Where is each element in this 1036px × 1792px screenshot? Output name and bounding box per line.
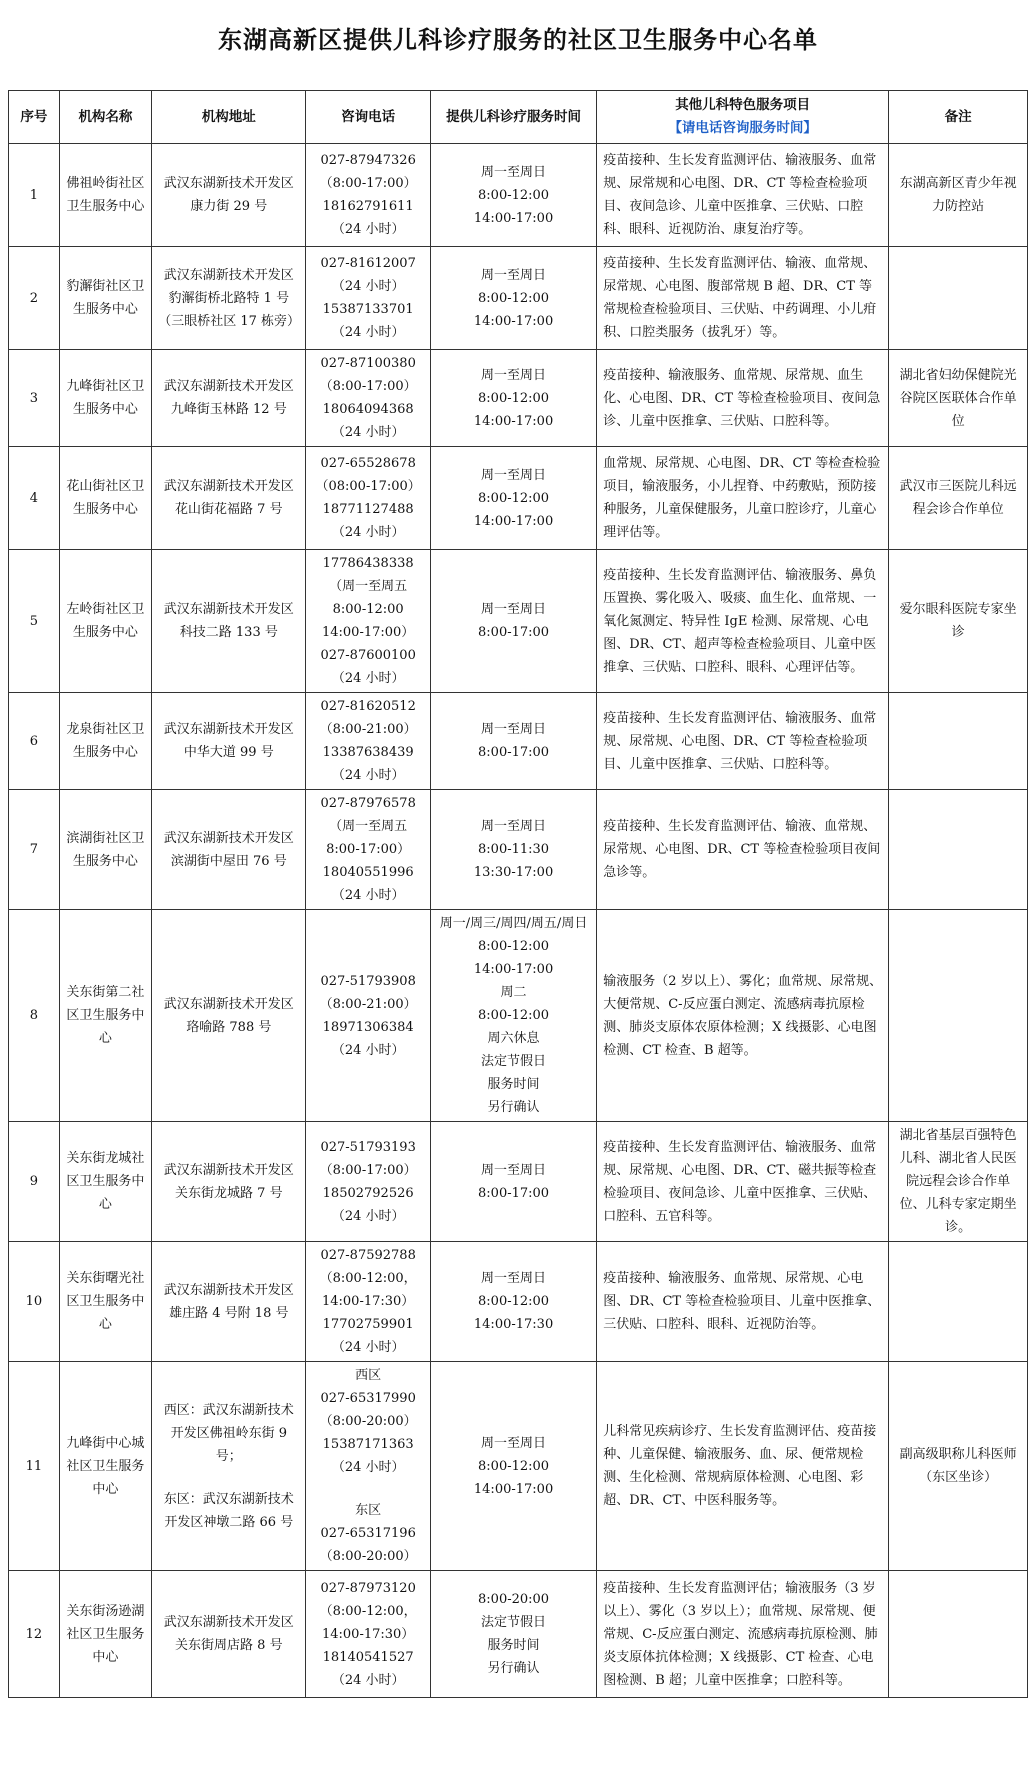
phone-line: （8:00-12:00， [319, 1603, 417, 1619]
cell-address: 武汉东湖新技术开发区九峰街玉林路 12 号 [152, 350, 306, 447]
time-line: 8:00-17:00 [478, 745, 550, 760]
time-line: 8:00-12:00 [478, 939, 550, 954]
phone-line: （8:00-17:00） [319, 1162, 417, 1178]
phone-line: （24 小时） [331, 1042, 405, 1058]
phone-line: 027-81620512 [320, 699, 416, 714]
cell-time [430, 247, 596, 350]
cell-name: 花山街社区卫生服务中心 [59, 447, 152, 550]
cell-address: 武汉东湖新技术开发区雄庄路 4 号附 18 号 [152, 1242, 306, 1362]
cell-notes: 副高级职称儿科医师（东区坐诊） [889, 1362, 1028, 1571]
table-row [9, 447, 1028, 550]
time-line: 周一/周三/周四/周五/周日 [439, 916, 588, 931]
cell-index: 8 [9, 910, 60, 1122]
cell-address: 武汉东湖新技术开发区康力街 29 号 [152, 144, 306, 247]
phone-line: （8:00-21:00） [319, 722, 417, 737]
cell-services: 血常规、尿常规、心电图、DR、CT 等检查检验项目，输液服务，小儿捏脊、中药敷贴，预防接种服务，儿童保健服务，儿童口腔诊疗，儿童心理评估等。 [597, 447, 889, 550]
cell-index: 7 [9, 790, 60, 910]
phone-line: （08:00-17:00） [315, 479, 421, 494]
phone-line: 18140541527 [322, 1649, 414, 1665]
cell-services: 疫苗接种、生长发育监测评估、输液服务、血常规、尿常规和心电图、DR、CT 等检查检验项目、夜间急诊、儿童中医推拿、三伏贴、口腔科、眼科、近视防治、康复治疗等。 [597, 144, 889, 247]
phone-line: （24 小时） [331, 1460, 405, 1475]
time-line: 周一至周日 [481, 267, 547, 283]
time-line: 周一至周日 [481, 722, 547, 737]
time-line: 8:00-17:00 [478, 625, 550, 640]
table-row [9, 1362, 1028, 1571]
header-time: 提供儿科诊疗服务时间 [430, 91, 596, 144]
table-row [9, 1571, 1028, 1698]
phone-line: （24 小时） [331, 222, 405, 237]
cell-name: 关东街曙光社区卫生服务中心 [59, 1242, 152, 1362]
table-row [9, 693, 1028, 790]
phone-line: 18162791611 [322, 199, 414, 214]
cell-services: 疫苗接种、生长发育监测评估、输液、血常规、尿常规、心电图、腹部常规 B 超、DR、CT 等常规检查检验项目、三伏贴、中药调理、小儿疳积、口腔类服务（拔乳牙）等。 [597, 247, 889, 350]
time-line: 8:00-12:00 [478, 187, 550, 203]
cell-index: 9 [9, 1122, 60, 1242]
cell-phone [306, 144, 430, 247]
time-line: 周一至周日 [481, 367, 547, 383]
cell-phone [306, 790, 430, 910]
clinic-table [8, 90, 1028, 1698]
cell-index: 6 [9, 693, 60, 790]
cell-phone [306, 1122, 430, 1242]
cell-notes [889, 1571, 1028, 1698]
phone-line: （24 小时） [331, 425, 405, 440]
cell-notes: 爱尔眼科医院专家坐诊 [889, 550, 1028, 693]
phone-line: 18502792526 [322, 1185, 414, 1201]
time-line: 14:00-17:00 [473, 210, 554, 226]
header-notes: 备注 [889, 91, 1028, 144]
phone-line: （24 小时） [331, 1340, 405, 1355]
cell-address [152, 1362, 306, 1571]
time-line: 另行确认 [487, 1661, 540, 1676]
cell-services: 疫苗接种、生长发育监测评估、输液服务、血常规、尿常规、心电图、DR、CT 等检查检验项目、儿童中医推拿、三伏贴、口腔科等。 [597, 693, 889, 790]
table-row [9, 350, 1028, 447]
cell-notes [889, 247, 1028, 350]
time-line: 周一至周日 [481, 164, 547, 180]
cell-address: 武汉东湖新技术开发区珞喻路 788 号 [152, 910, 306, 1122]
cell-name: 豹澥街社区卫生服务中心 [59, 247, 152, 350]
table-row [9, 910, 1028, 1122]
cell-time [430, 693, 596, 790]
header-name: 机构名称 [59, 91, 152, 144]
time-line: 14:00-17:00 [473, 413, 554, 429]
table-header-row [9, 91, 1028, 144]
time-line: 周一至周日 [481, 1435, 547, 1451]
phone-line: 027-87976578 [320, 796, 416, 811]
cell-notes: 湖北省妇幼保健院光谷院区医联体合作单位 [889, 350, 1028, 447]
cell-services: 输液服务（2 岁以上）、雾化；血常规、尿常规、大便常规、C-反应蛋白测定、流感病毒抗原检测、肺炎支原体农原体检测；X 线摄影、心电图检测、CT 检查、B 超等。 [597, 910, 889, 1122]
time-line: 8:00-20:00 [478, 1592, 550, 1607]
phone-line: 18064094368 [322, 402, 414, 417]
phone-line: 14:00-17:30） [321, 1626, 415, 1642]
phone-line: （8:00-20:00） [319, 1549, 417, 1564]
cell-notes: 湖北省基层百强特色儿科、湖北省人民医院远程会诊合作单位、儿科专家定期坐诊。 [889, 1122, 1028, 1242]
header-phone: 咨询电话 [306, 91, 430, 144]
header-services-hint: 【请电话咨询服务时间】 [668, 120, 817, 136]
cell-name: 九峰街中心城社区卫生服务中心 [59, 1362, 152, 1571]
cell-services: 疫苗接种、输液服务、血常规、尿常规、心电图、DR、CT 等检查检验项目、儿童中医推拿、三伏贴、口腔科、眼科、近视防治等。 [597, 1242, 889, 1362]
table-row [9, 550, 1028, 693]
cell-services: 疫苗接种、生长发育监测评估、输液服务、血常规、尿常规、心电图、DR、CT、磁共振等检查检验项目、夜间急诊、儿童中医推拿、三伏贴、口腔科、五官科等。 [597, 1122, 889, 1242]
page-title: 东湖高新区提供儿科诊疗服务的社区卫生服务中心名单 [218, 26, 818, 54]
cell-address: 武汉东湖新技术开发区花山街花福路 7 号 [152, 447, 306, 550]
time-line: 14:00-17:00 [473, 1481, 554, 1497]
phone-line: （8:00-20:00） [319, 1414, 417, 1429]
table-row [9, 247, 1028, 350]
cell-phone [306, 1242, 430, 1362]
time-line: 服务时间 [487, 1638, 540, 1653]
phone-line: 027-65528678 [320, 456, 416, 471]
phone-line: （8:00-17:00） [319, 176, 417, 191]
time-line: 8:00-12:00 [478, 1458, 550, 1474]
cell-time [430, 1362, 596, 1571]
phone-line: 15387171363 [322, 1437, 414, 1452]
time-line: 服务时间 [487, 1077, 540, 1092]
phone-line: 17702759901 [322, 1317, 414, 1332]
phone-line: 027-87600100 [320, 648, 416, 663]
cell-name: 九峰街社区卫生服务中心 [59, 350, 152, 447]
cell-notes [889, 1242, 1028, 1362]
cell-index: 5 [9, 550, 60, 693]
cell-phone [306, 1362, 430, 1571]
time-line: 8:00-12:00 [478, 390, 550, 406]
cell-name: 龙泉街社区卫生服务中心 [59, 693, 152, 790]
cell-phone [306, 447, 430, 550]
phone-line: （8:00-12:00， [319, 1271, 417, 1286]
cell-time [430, 350, 596, 447]
phone-line: 13387638439 [322, 745, 414, 760]
cell-phone [306, 550, 430, 693]
cell-phone [306, 910, 430, 1122]
phone-line: 18771127488 [322, 502, 414, 517]
time-line: 8:00-12:00 [478, 490, 550, 506]
cell-address: 武汉东湖新技术开发区关东街龙城路 7 号 [152, 1122, 306, 1242]
cell-name: 关东街龙城社区卫生服务中心 [59, 1122, 152, 1242]
cell-index: 10 [9, 1242, 60, 1362]
table-row [9, 1242, 1028, 1362]
phone-line: （24 小时） [331, 325, 405, 340]
cell-phone [306, 1571, 430, 1698]
table-body [9, 144, 1028, 1698]
time-line: 另行确认 [487, 1100, 540, 1115]
cell-name: 佛祖岭街社区卫生服务中心 [59, 144, 152, 247]
cell-index: 4 [9, 447, 60, 550]
cell-index: 3 [9, 350, 60, 447]
cell-index: 1 [9, 144, 60, 247]
cell-notes [889, 910, 1028, 1122]
cell-name: 滨湖街社区卫生服务中心 [59, 790, 152, 910]
phone-line: 8:00-17:00） [326, 842, 411, 857]
header-services-label: 其他儿科特色服务项目 [675, 97, 811, 113]
address-west: 西区：武汉东湖新技术开发区佛祖岭东街 9 号； [163, 1402, 294, 1464]
cell-services: 儿科常见疾病诊疗、生长发育监测评估、疫苗接种、儿童保健、输液服务、血、尿、便常规检测、生化检测、常规病原体检测、心电图、彩超、DR、CT、中医科服务等。 [597, 1362, 889, 1571]
cell-address: 武汉东湖新技术开发区关东街周店路 8 号 [152, 1571, 306, 1698]
cell-services: 疫苗接种、生长发育监测评估、输液服务、鼻负压置换、雾化吸入、吸痰、血生化、血常规、一氧化氮测定、特异性 IgE 检测、尿常规、心电图、DR、CT、超声等检查检验项目、儿童中医推拿、三伏贴、口腔科、眼科、心理评估等。 [597, 550, 889, 693]
cell-notes [889, 693, 1028, 790]
phone-line: 西区 [355, 1368, 382, 1383]
phone-line: 027-65317196 [320, 1526, 416, 1541]
address-east: 东区：武汉东湖新技术开发区神墩二路 66 号 [163, 1491, 294, 1530]
cell-time [430, 447, 596, 550]
cell-phone [306, 247, 430, 350]
cell-notes [889, 790, 1028, 910]
cell-notes: 武汉市三医院儿科远程会诊合作单位 [889, 447, 1028, 550]
table-row [9, 1122, 1028, 1242]
phone-line: 14:00-17:00） [321, 625, 415, 640]
cell-name: 关东街第二社区卫生服务中心 [59, 910, 152, 1122]
time-line: 14:00-17:00 [473, 962, 554, 977]
phone-line: 027-87947326 [320, 153, 416, 168]
cell-index: 12 [9, 1571, 60, 1698]
cell-phone [306, 693, 430, 790]
phone-line: 东区 [355, 1503, 382, 1518]
phone-line: 18971306384 [322, 1019, 414, 1035]
header-address: 机构地址 [152, 91, 306, 144]
time-line: 周一至周日 [481, 1162, 547, 1178]
cell-time [430, 550, 596, 693]
cell-time [430, 1571, 596, 1698]
time-line: 法定节假日 [481, 1615, 547, 1630]
header-services [597, 91, 889, 144]
time-line: 8:00-17:00 [478, 1185, 550, 1201]
phone-line: 17786438338 [322, 556, 414, 571]
phone-line: （8:00-21:00） [319, 996, 417, 1012]
cell-phone [306, 350, 430, 447]
time-line: 法定节假日 [481, 1054, 547, 1069]
cell-address: 武汉东湖新技术开发区中华大道 99 号 [152, 693, 306, 790]
cell-notes: 东湖高新区青少年视力防控站 [889, 144, 1028, 247]
cell-time [430, 144, 596, 247]
phone-line: （周一至周五 [329, 579, 408, 594]
time-line: 周一至周日 [481, 467, 547, 483]
phone-line: 027-87973120 [320, 1580, 416, 1596]
header-idx: 序号 [9, 91, 60, 144]
cell-services: 疫苗接种、生长发育监测评估；输液服务（3 岁以上）、雾化（3 岁以上）；血常规、尿常规、便常规、C-反应蛋白测定、流感病毒抗原检测、肺炎支原体抗体检测；X 线摄影、CT 检查、心电图检测、B 超；儿童中医推拿；口腔科等。 [597, 1571, 889, 1698]
phone-line: （周一至周五 [329, 819, 408, 834]
cell-time [430, 790, 596, 910]
phone-line: 027-51793193 [320, 1139, 416, 1155]
phone-line: （24 小时） [331, 525, 405, 540]
cell-time [430, 910, 596, 1122]
time-line: 13:30-17:00 [473, 865, 554, 880]
phone-line: （24 小时） [331, 888, 405, 903]
time-line: 周一至周日 [481, 1271, 547, 1286]
cell-spacer [158, 1468, 299, 1488]
phone-line: （24 小时） [331, 1672, 405, 1688]
cell-address: 武汉东湖新技术开发区豹澥街桥北路特 1 号（三眼桥社区 17 栋旁） [152, 247, 306, 350]
table-row [9, 144, 1028, 247]
time-line: 14:00-17:30 [473, 1317, 554, 1332]
cell-services: 疫苗接种、输液服务、血常规、尿常规、血生化、心电图、DR、CT 等检查检验项目、夜间急诊、儿童中医推拿、三伏贴、口腔科等。 [597, 350, 889, 447]
table-row [9, 790, 1028, 910]
time-line: 14:00-17:00 [473, 513, 554, 529]
cell-services: 疫苗接种、生长发育监测评估、输液、血常规、尿常规、心电图、DR、CT 等检查检验项目夜间急诊等。 [597, 790, 889, 910]
cell-index: 11 [9, 1362, 60, 1571]
phone-line: 8:00-12:00 [332, 602, 404, 617]
cell-address: 武汉东湖新技术开发区滨湖街中屋田 76 号 [152, 790, 306, 910]
phone-line: （24 小时） [331, 279, 405, 294]
cell-time [430, 1242, 596, 1362]
time-line: 8:00-12:00 [478, 1294, 550, 1309]
phone-line: 027-87592788 [320, 1248, 416, 1263]
time-line: 周一至周日 [481, 819, 547, 834]
time-line: 周二 [500, 985, 527, 1000]
phone-line: 027-87100380 [320, 356, 416, 371]
cell-spacer [310, 1479, 425, 1499]
phone-line: （24 小时） [331, 1208, 405, 1224]
phone-line: 14:00-17:30） [321, 1294, 415, 1309]
cell-address: 武汉东湖新技术开发区科技二路 133 号 [152, 550, 306, 693]
phone-line: 18040551996 [322, 865, 414, 880]
phone-line: （24 小时） [331, 768, 405, 783]
cell-index: 2 [9, 247, 60, 350]
phone-line: 15387133701 [322, 302, 414, 317]
cell-name: 关东街汤逊湖社区卫生服务中心 [59, 1571, 152, 1698]
time-line: 14:00-17:00 [473, 313, 554, 329]
time-line: 8:00-11:30 [478, 842, 550, 857]
phone-line: 027-51793908 [320, 973, 416, 989]
phone-line: （8:00-17:00） [319, 379, 417, 394]
time-line: 8:00-12:00 [478, 1008, 550, 1023]
time-line: 周六休息 [487, 1031, 540, 1046]
phone-line: （24 小时） [331, 671, 405, 686]
cell-name: 左岭街社区卫生服务中心 [59, 550, 152, 693]
time-line: 8:00-12:00 [478, 290, 550, 306]
phone-line: 027-65317990 [320, 1391, 416, 1406]
cell-time [430, 1122, 596, 1242]
phone-line: 027-81612007 [320, 256, 416, 271]
time-line: 周一至周日 [481, 602, 547, 617]
